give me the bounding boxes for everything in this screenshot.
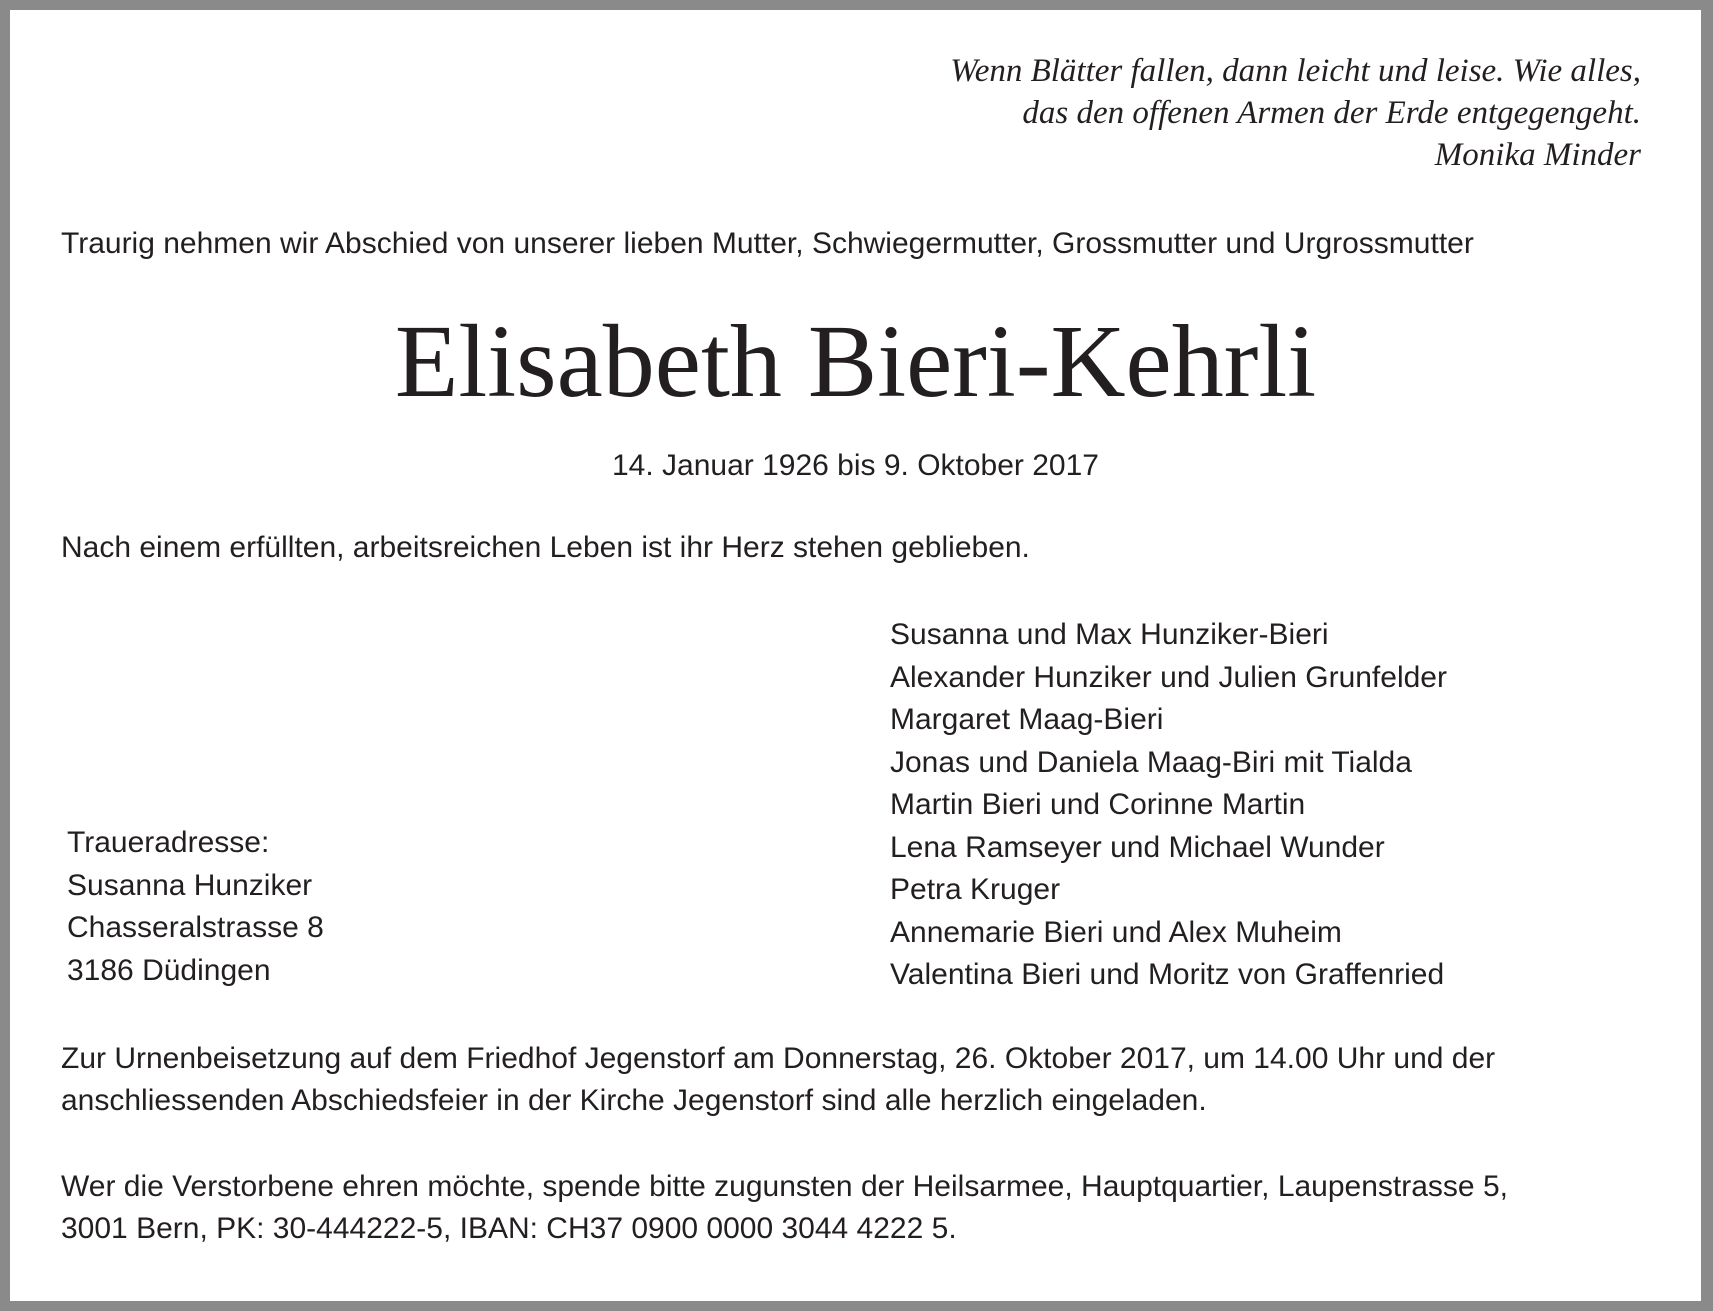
address-city: 3186 Düdingen [67,953,271,987]
address-name: Susanna Hunziker [67,868,313,902]
quote-line: das den offenen Armen der Erde entgegengeht. [1022,95,1641,131]
mourner-item: Annemarie Bieri und Alex Muheim [890,915,1342,949]
donation-notice [61,1166,1661,1250]
obituary-notice [10,10,1701,1301]
donation-line: Wer die Verstorbene ehren möchte, spende bitte zugunsten der Heilsarmee, Hauptquartier, Laupenstrasse 5, [61,1170,1508,1203]
address-street: Chasseralstrasse 8 [67,911,324,944]
mourner-item: Alexander Hunziker und Julien Grunfelder [890,660,1447,694]
quote-line: Wenn Blätter fallen, dann leicht und leise. Wie alles, [950,53,1641,89]
life-statement: Nach einem erfüllten, arbeitsreichen Leben ist ihr Herz stehen geblieben. [61,531,1030,564]
mourner-item: Lena Ramseyer und Michael Wunder [890,830,1385,864]
address-label: Traueradresse: [67,826,270,859]
mourner-item: Jonas und Daniela Maag-Biri mit Tialda [890,745,1412,779]
funeral-line: anschliessenden Abschiedsfeier in der Kirche Jegenstorf sind alle herzlich eingeladen. [61,1084,1207,1117]
epigraph-quote [950,50,1641,176]
mourner-item: Margaret Maag-Bieri [890,703,1164,736]
life-dates: 14. Januar 1926 bis 9. Oktober 2017 [611,449,1099,482]
mourners-list [890,614,1447,997]
mourner-item: Petra Kruger [890,873,1061,906]
intro-text: Traurig nehmen wir Abschied von unserer lieben Mutter, Schwiegermutter, Grossmutter und Urgrossmutter [61,227,1474,260]
funeral-invitation [61,1038,1661,1122]
mourner-item: Martin Bieri und Corinne Martin [890,788,1306,821]
mourner-item: Susanna und Max Hunziker-Bieri [890,618,1329,651]
funeral-line: Zur Urnenbeisetzung auf dem Friedhof Jegenstorf am Donnerstag, 26. Oktober 2017, um 14.00 Uhr und der [61,1042,1496,1075]
mourner-item: Valentina Bieri und Moritz von Graffenried [890,958,1445,991]
deceased-name: Elisabeth Bieri-Kehrli [394,304,1317,419]
donation-line: 3001 Bern, PK: 30-444222-5, IBAN: CH37 0900 0000 3044 4222 5. [61,1212,957,1245]
mourning-address [67,822,324,992]
quote-author: Monika Minder [1434,137,1641,173]
